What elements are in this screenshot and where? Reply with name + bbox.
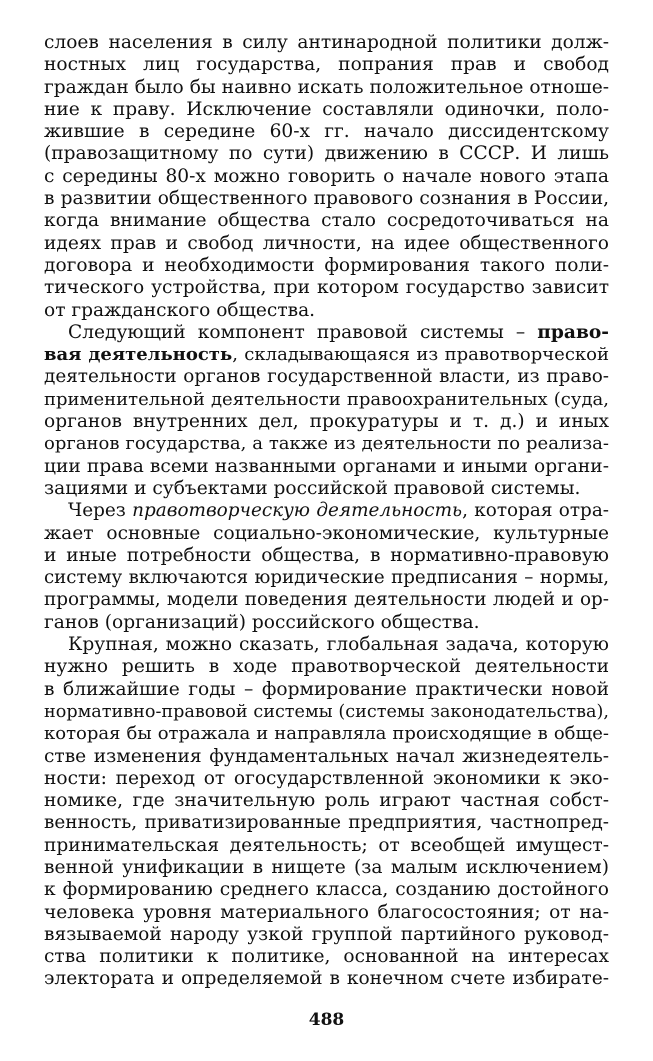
text-line: органов государства, а также из деятельности по реализа- — [44, 433, 609, 455]
text-line: принимательская деятельность; от всеобщей имущест- — [44, 834, 609, 856]
text-line: и иные потребности общества, в нормативно-правовую — [44, 544, 609, 566]
text-line: стве изменения фундаментальных начал жизнедеятель- — [44, 745, 609, 767]
text-line: (правозащитному по сути) движению в СССР. И лишь — [44, 143, 609, 165]
text-line — [44, 322, 609, 344]
paragraph-1 — [44, 32, 609, 322]
page-body — [44, 32, 609, 991]
text-line: в ближайшие годы – формирование практически новой — [44, 678, 609, 700]
text-run: Через — [68, 500, 133, 522]
text-line: применительной деятельности правоохранительных (суда, — [44, 388, 609, 410]
text-line: ции права всеми названными органами и иными органи- — [44, 455, 609, 477]
page-number: 488 — [308, 1010, 345, 1030]
paragraph-2 — [44, 322, 609, 500]
text-line: тического устройства, при котором государство зависит — [44, 277, 609, 299]
text-line: идеях прав и свобод личности, на идее общественного — [44, 232, 609, 254]
text-line: систему включаются юридические предписания – нормы, — [44, 567, 609, 589]
text-line: венной унификации в нищете (за малым исключением) — [44, 856, 609, 878]
text-line: зациями и субъектами российской правовой системы. — [44, 477, 581, 499]
text-line: с середины 80-х можно говорить о начале нового этапа — [44, 165, 609, 187]
text-line: жившие в середине 60-х гг. начало диссидентскому — [44, 121, 609, 143]
text-line: ние к праву. Исключение составляли одиночки, поло- — [44, 98, 609, 120]
text-line: в развитии общественного правового сознания в России, — [44, 188, 609, 210]
text-line: к формированию среднего класса, созданию достойного — [44, 879, 609, 901]
text-line: ства политики к политике, основанной на интересах — [44, 946, 609, 968]
text-line: слоев населения в силу антинародной политики долж- — [44, 32, 609, 53]
text-line: нормативно-правовой системы (системы законодательства), — [44, 701, 609, 722]
text-line: ности: переход от огосударствленной экономики к эко- — [44, 767, 609, 789]
text-line: ганов (организаций) российского общества. — [44, 611, 480, 633]
bold-term: вая деятельность — [44, 344, 233, 366]
text-line: договора и необходимости формирования такого поли- — [44, 254, 609, 276]
text-line: органов внутренних дел, прокуратуры и т. д.) и иных — [44, 411, 609, 433]
text-run: , складывающаяся из правотворческой — [232, 344, 609, 366]
text-line: человека уровня материального благосостояния; от на- — [44, 901, 609, 923]
text-line: Крупная, можно сказать, глобальная задача, которую — [68, 634, 609, 656]
text-line: вязываемой народу узкой группой партийного руковод- — [44, 923, 609, 945]
paragraph-4 — [44, 634, 609, 991]
text-line: от гражданского общества. — [44, 299, 316, 321]
text-line: электората и определяемой в конечном счете избирате- — [44, 968, 609, 990]
text-line: жает основные социально-экономические, культурные — [44, 522, 609, 544]
paragraph-3 — [44, 500, 609, 634]
italic-term: правотворческую деятельность — [132, 500, 463, 522]
text-line: граждан было бы наивно искать положительное отноше- — [44, 76, 609, 98]
text-line — [44, 500, 609, 522]
bold-term: право- — [537, 321, 609, 343]
text-line: когда внимание общества стало сосредоточиваться на — [44, 210, 609, 232]
text-line: номике, где значительную роль играют частная собст- — [44, 790, 609, 812]
text-line: деятельности органов государственной власти, из право- — [44, 366, 609, 388]
text-line: программы, модели поведения деятельности людей и ор- — [44, 589, 609, 611]
text-line: венность, приватизированные предприятия, частнопред- — [44, 812, 609, 834]
text-line: нужно решить в ходе правотворческой деятельности — [44, 656, 609, 678]
text-line: которая бы отражала и направляла происходящие в обще- — [44, 723, 609, 745]
text-run: , которая отра- — [462, 500, 609, 522]
text-line — [44, 344, 609, 366]
text-line: ностных лиц государства, попрания прав и свобод — [44, 54, 609, 76]
text-run: Следующий компонент правовой системы – — [68, 321, 538, 343]
